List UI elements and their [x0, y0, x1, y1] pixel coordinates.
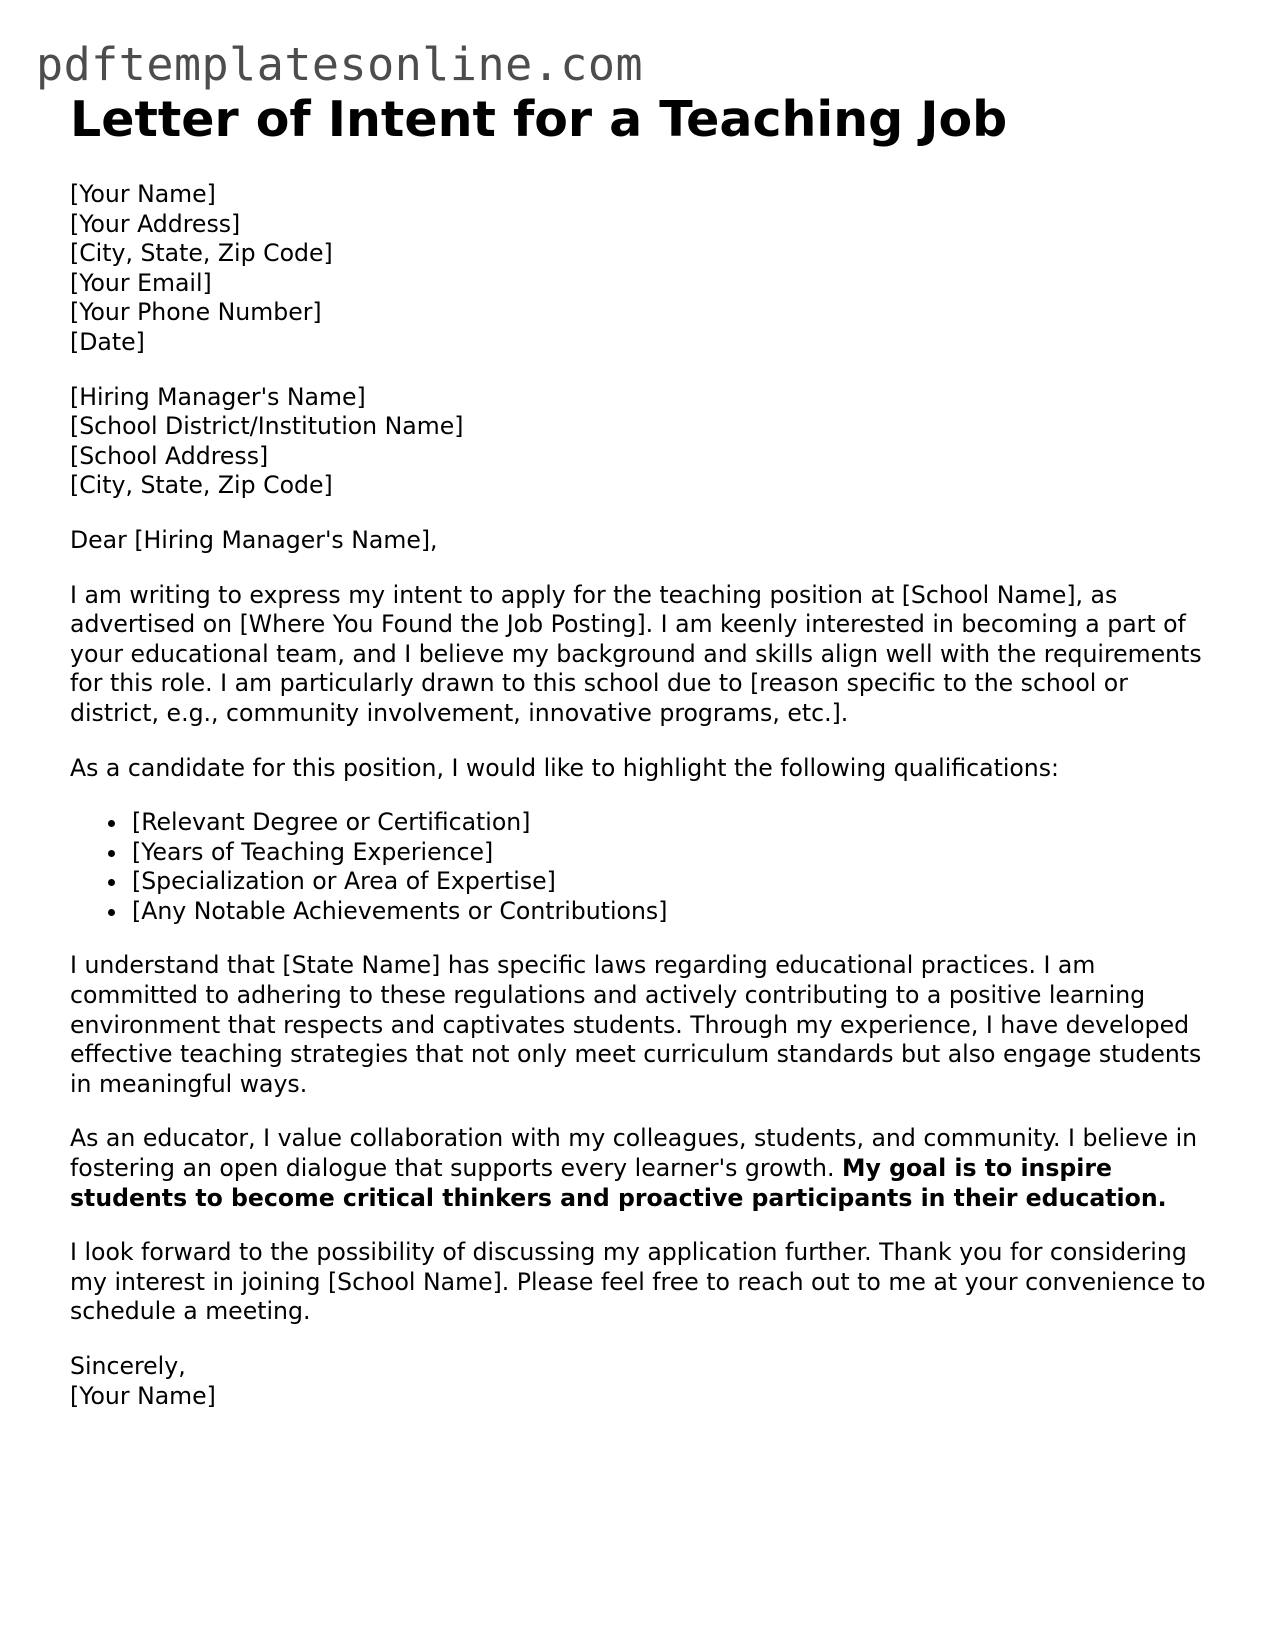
sender-address: [Your Address] — [70, 209, 241, 238]
qualifications-list — [70, 808, 1210, 926]
sender-phone: [Your Phone Number] — [70, 298, 322, 327]
sender-name: [Your Name] — [70, 180, 216, 208]
list-item: [Relevant Degree or Certification] — [132, 808, 1210, 838]
recipient-institution: [School District/Institution Name] — [70, 412, 464, 441]
letter-date: [Date] — [70, 327, 145, 356]
recipient-city-state-zip: [City, State, Zip Code] — [70, 471, 333, 500]
closing-block — [70, 1352, 1210, 1411]
collaboration-text: As an educator, I value collaboration with my colleagues, students, and community. I believe in fostering an open dialogue that supports every learner's growth. — [70, 1124, 1198, 1183]
qualifications-intro: As a candidate for this position, I would like to highlight the following qualifications: — [70, 753, 1060, 782]
list-item: [Specialization or Area of Expertise] — [132, 867, 1210, 897]
goal-statement: My goal is to inspire students to become critical thinkers and proactive participants in their education. — [70, 1154, 1167, 1212]
site-watermark: pdftemplatesonline.com — [36, 38, 644, 91]
valediction: Sincerely, — [70, 1352, 186, 1380]
sender-block — [70, 180, 1210, 358]
letter-body — [70, 180, 1210, 1411]
sender-email: [Your Email] — [70, 268, 212, 297]
recipient-address: [School Address] — [70, 441, 269, 470]
collaboration-paragraph — [70, 1124, 1210, 1213]
list-item: [Any Notable Achievements or Contributions] — [132, 897, 1210, 927]
intro-paragraph: I am writing to express my intent to apply for the teaching position at [School Name], as advertised on [Where You Found the Job Posting]. I am keenly interested in becoming a part of your educational team, and I believe my background and skills align well with the requirements for this role. I am particularly drawn to this school due to [reason specific to the school or district, e.g., community involvement, innovative programs, etc.]. — [70, 580, 1202, 727]
recipient-block — [70, 383, 1210, 501]
salutation: Dear [Hiring Manager's Name], — [70, 525, 438, 554]
recipient-manager: [Hiring Manager's Name] — [70, 382, 366, 411]
closing-paragraph: I look forward to the possibility of discussing my application further. Thank you for considering my interest in joining [School Name]. Please feel free to reach out to me at your convenience to schedule a meeting. — [70, 1238, 1206, 1326]
signature-name: [Your Name] — [70, 1381, 216, 1410]
sender-city-state-zip: [City, State, Zip Code] — [70, 239, 333, 268]
compliance-paragraph: I understand that [State Name] has specific laws regarding educational practices. I am committed to adhering to these regulations and actively contributing to a positive learning environment that respects and captivates students. Through my experience, I have developed effective teaching strategies that not only meet curriculum standards but also engage students in meaningful ways. — [70, 951, 1202, 1098]
list-item: [Years of Teaching Experience] — [132, 838, 1210, 868]
letter-title: Letter of Intent for a Teaching Job — [70, 91, 1008, 148]
letter-page — [70, 88, 1210, 1411]
